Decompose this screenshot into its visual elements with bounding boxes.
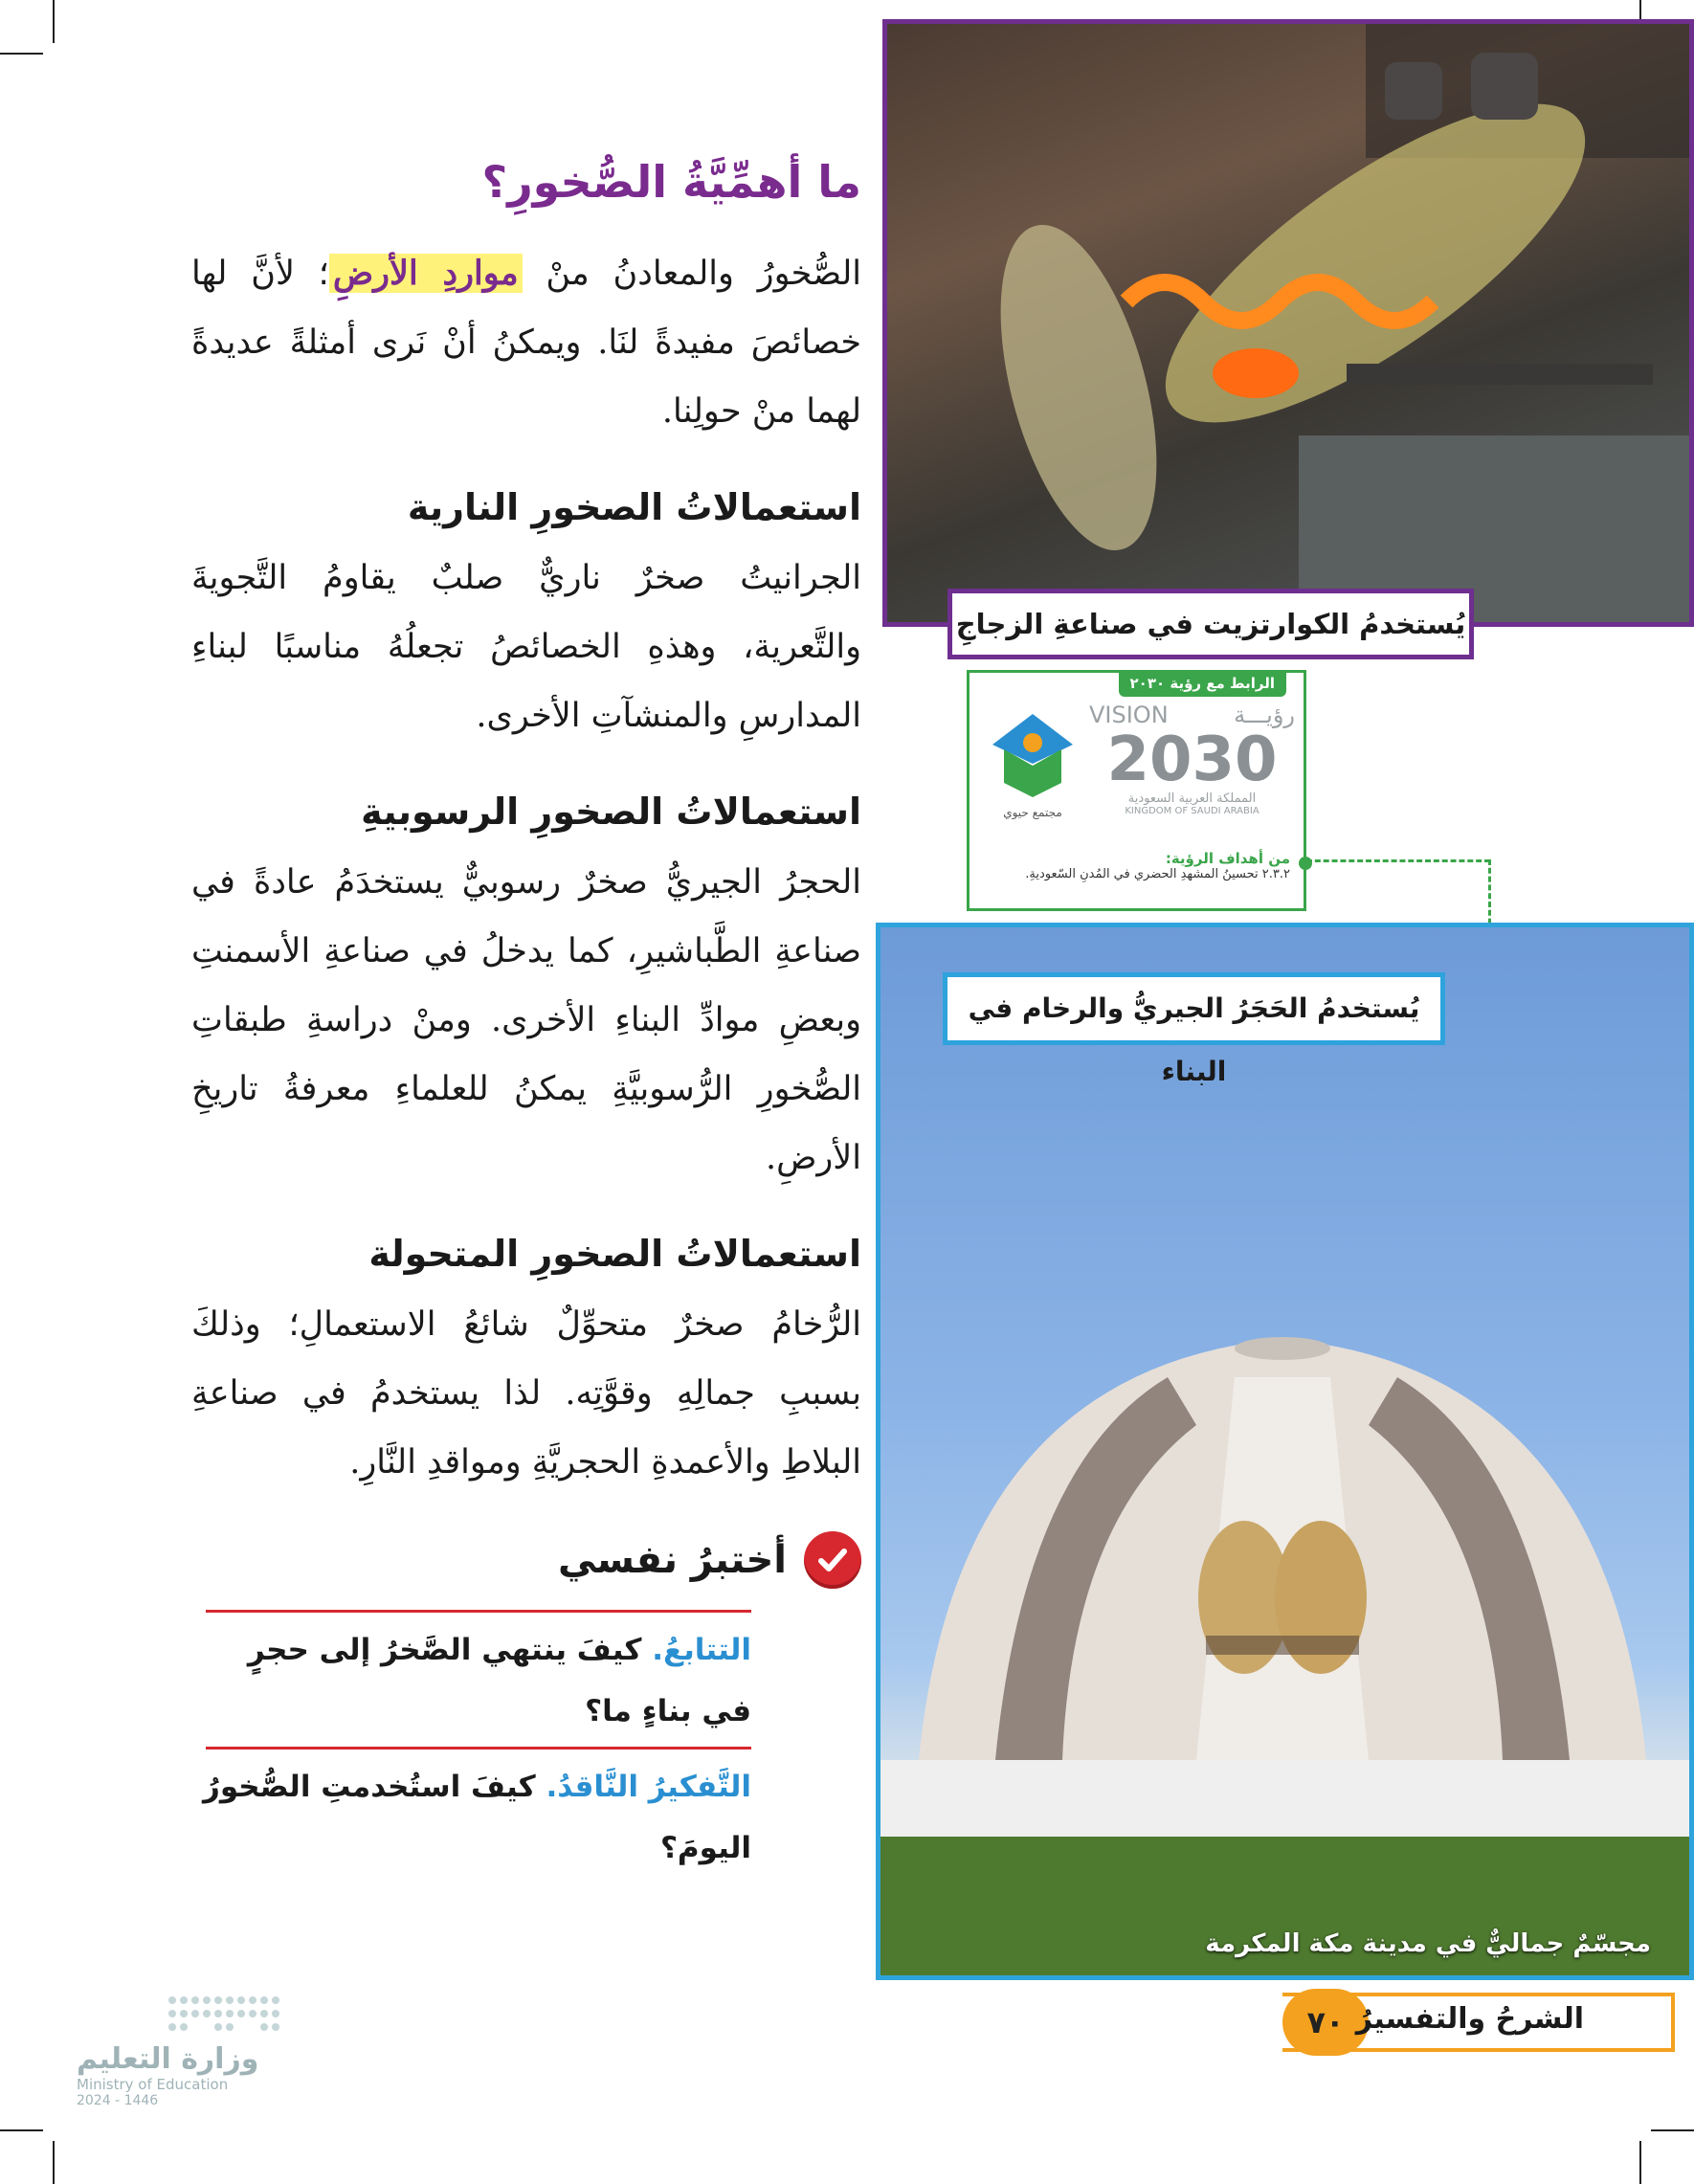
program-logo-icon — [985, 706, 1081, 802]
glass-making-photo — [882, 19, 1694, 627]
check-icon — [804, 1531, 861, 1589]
glass-caption: يُستخدمُ الكوارتزيت في صناعةِ الزجاجِ — [947, 589, 1474, 659]
question-2 — [191, 1756, 751, 1879]
intro-text-end: ؛ لأنَّ لها خصائصَ مفيدةً لنَا. ويمكنُ أنْ نَرى أمثلةً عديدةً لهما منْ حولِنا. — [191, 255, 861, 431]
section-text-sedimentary: الحجرُ الجيريُّ صخرٌ رسوبيٌّ يستخدَمُ عادةً في صناعةِ الطَّباشيرِ، كما يدخلُ في صناعةِ الأسمنتِ وبعضِ موادِّ البناءِ الأخرى. ومنْ دراسةِ طبقاتِ الصُّخورِ الرُّسوبيَّةِ يمكنُ للعلماءِ معرفةُ تاريخِ الأرضِ. — [191, 863, 861, 1177]
ministry-name-ar: وزارة التعليم — [77, 2042, 259, 2076]
building-caption: يُستخدمُ الحَجَرُ الجيريُّ والرخام في البناء — [943, 972, 1445, 1045]
vision-tag: الرابط مع رؤية ٢٠٣٠ — [1119, 670, 1286, 697]
section-text-metamorphic: الرُّخامُ صخرٌ متحوِّلٌ شائعُ الاستعمالِ؛ وذلكَ بسببِ جمالِهِ وقوَّتِه. لذا يستخدمُ في صناعةِ البلاطِ والأعمدةِ الحجريَّةِ ومواقدِ النَّارِ. — [191, 1305, 861, 1482]
section-text-igneous: الجرانيتُ صخرٌ ناريٌّ صلبٌ يقاومُ التَّجويةَ والتَّعرية، وهذهِ الخصائصُ تجعلُهُ مناسبًا لبناءِ المدارسِ والمنشآتِ الأخرى. — [191, 559, 861, 735]
highlighted-term: مواردِ الأرضِ — [329, 254, 523, 293]
self-test-header — [536, 1531, 861, 1589]
vision-goals — [984, 850, 1290, 881]
page-number: ٧٠ — [1282, 1989, 1369, 2056]
text-column — [191, 153, 861, 1497]
vision-2030-box — [967, 670, 1306, 911]
crop-mark — [0, 53, 43, 55]
kingdom-en: KINGDOM OF SAUDI ARABIA — [1125, 806, 1259, 816]
crop-mark — [0, 2129, 43, 2131]
goal-text: ٢.٣.٢ تحسينُ المشهدِ الحضري في المُدنِ السّعوديةِ. — [1025, 867, 1290, 881]
crop-mark — [53, 2141, 55, 2184]
monument-caption: مجسّمٌ جماليٌّ في مدينة مكة المكرمة — [1205, 1929, 1651, 1958]
question-text: كيفَ استُخدمتِ الصُّخورُ اليومَ؟ — [203, 1770, 751, 1865]
intro-paragraph — [191, 239, 861, 446]
question-1 — [191, 1619, 751, 1742]
vision-logo — [1089, 702, 1295, 826]
vision-word-ar: رؤيـــة — [1234, 702, 1295, 728]
question-keyword: التَّفكيرُ النَّاقدُ. — [546, 1770, 751, 1804]
section-heading-igneous: استعمالاتُ الصخورِ النارية — [407, 486, 861, 528]
glass-illustration — [887, 24, 1689, 622]
vision-word: VISION — [1089, 702, 1169, 728]
goals-label: من أهداف الرؤية: — [1165, 850, 1290, 867]
monument-photo — [876, 923, 1694, 1980]
ministry-logo — [77, 1991, 316, 2134]
self-test-title: أختبرُ نفسي — [558, 1538, 787, 1582]
divider — [206, 1747, 751, 1749]
crop-mark — [1651, 2129, 1694, 2131]
ministry-dots-icon — [77, 1991, 316, 2039]
page-title: ما أهمِّيَّةُ الصُّخورِ؟ — [481, 156, 861, 208]
vision-year: 2030 — [1106, 724, 1278, 795]
ministry-year: 2024 - 1446 — [77, 2093, 159, 2108]
footer-label: الشرحُ والتفسيرُ — [1355, 2002, 1584, 2036]
ministry-name-en: Ministry of Education — [77, 2076, 229, 2093]
question-text: كيفَ ينتهي الصَّخرُ إلى حجرٍ في بناءٍ ما؟ — [247, 1633, 751, 1728]
monument-illustration — [880, 927, 1689, 1975]
program-logo — [985, 706, 1081, 819]
section-heading-metamorphic: استعمالاتُ الصخورِ المتحولة — [368, 1233, 861, 1275]
connector-line — [1306, 859, 1490, 862]
divider — [206, 1610, 751, 1613]
question-keyword: التتابعُ. — [652, 1633, 751, 1667]
program-name: مجتمع حيوي — [1003, 806, 1062, 819]
crop-mark — [1639, 2141, 1641, 2184]
intro-text-start: الصُّخورُ والمعادنُ منْ — [522, 255, 861, 293]
crop-mark — [53, 0, 55, 43]
section-heading-sedimentary: استعمالاتُ الصخورِ الرسوبيةِ — [361, 791, 861, 833]
kingdom-ar: المملكة العربية السعودية — [1127, 791, 1257, 806]
